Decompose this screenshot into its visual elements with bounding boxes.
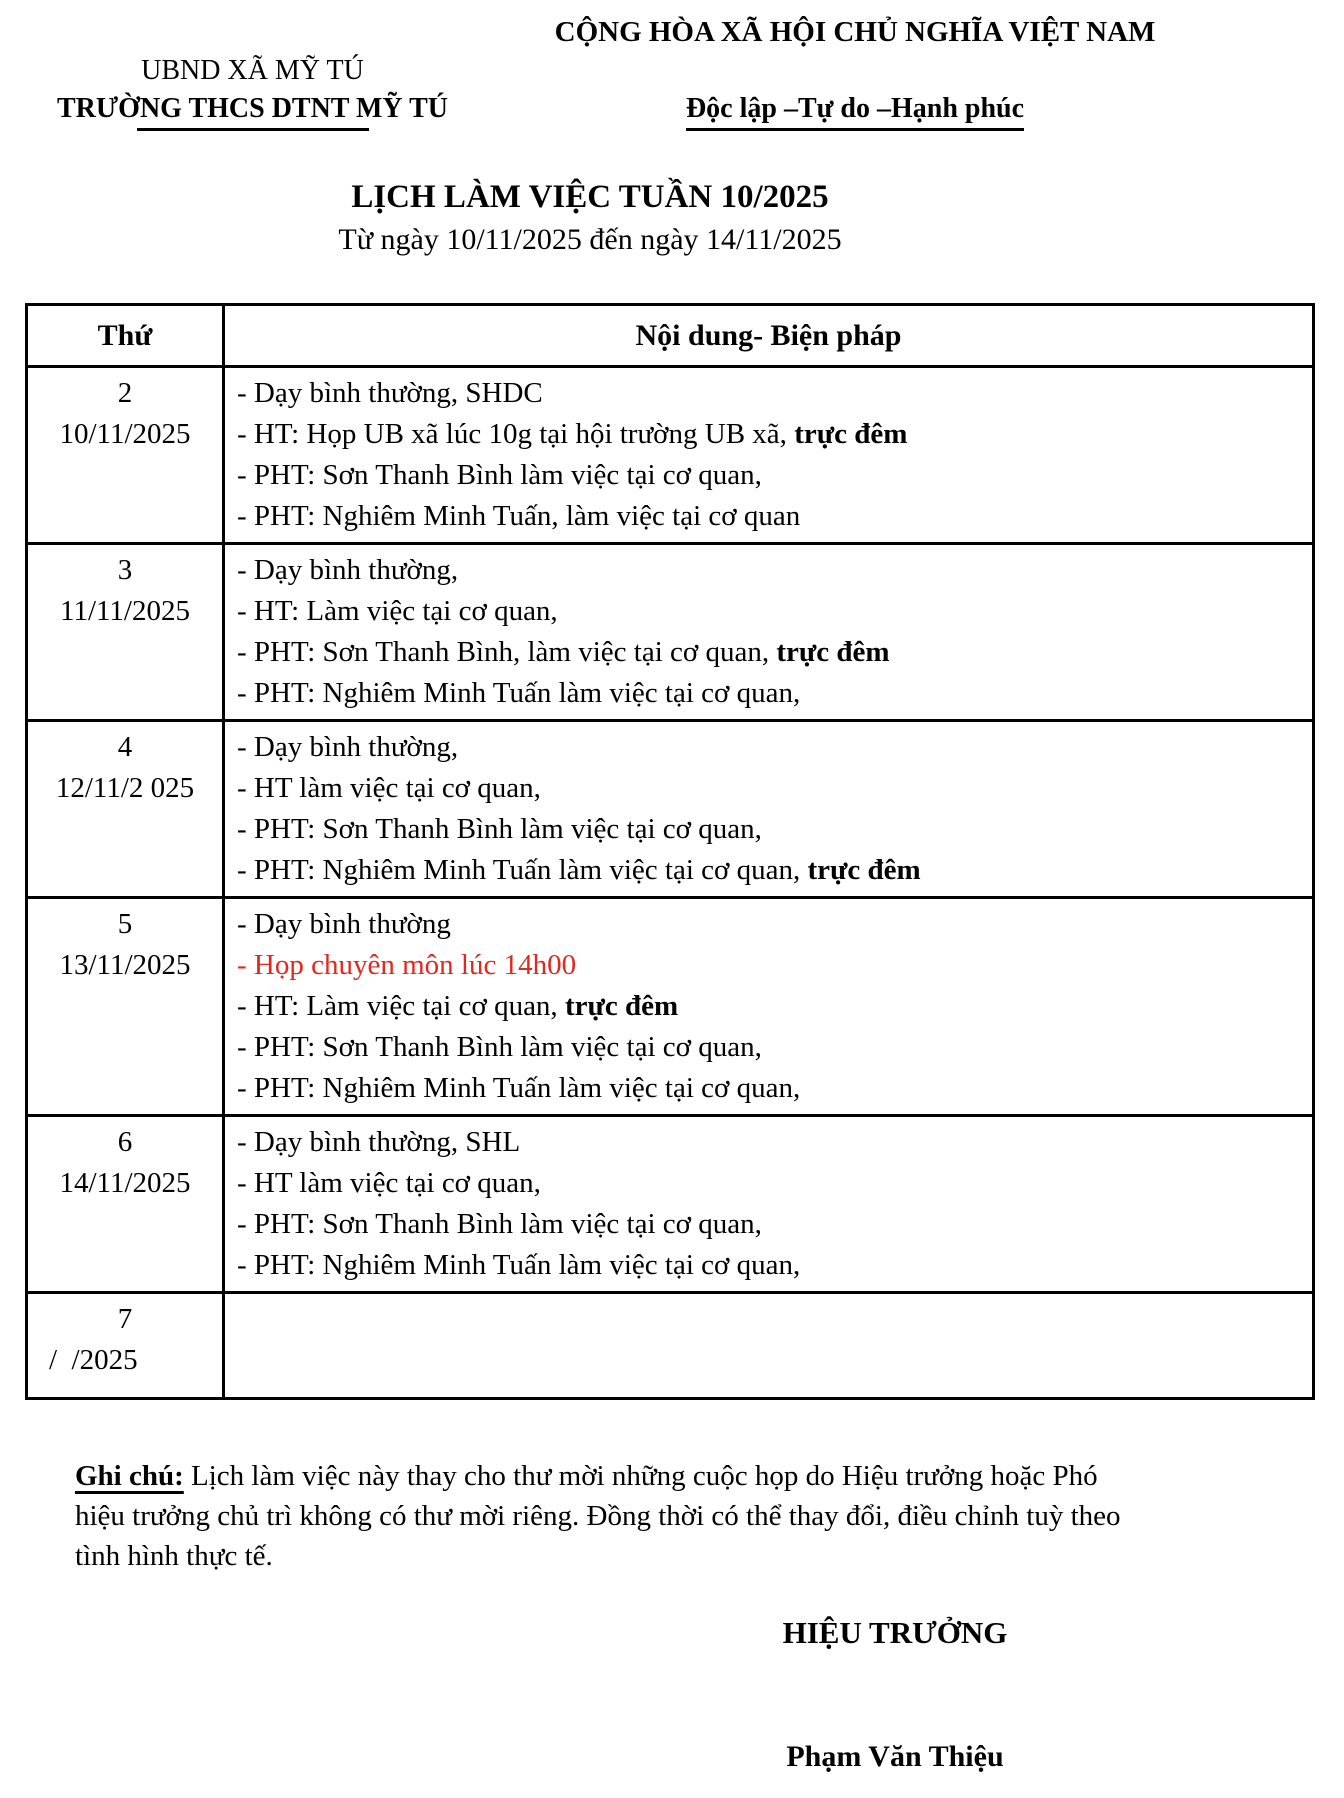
content-line xyxy=(237,768,1304,809)
plain-text: - PHT: Nghiêm Minh Tuấn làm việc tại cơ quan, xyxy=(237,1072,801,1104)
plain-text: - Dạy bình thường, xyxy=(237,554,459,586)
plain-text: - PHT: Nghiêm Minh Tuấn làm việc tại cơ quan, xyxy=(237,677,801,709)
schedule-table xyxy=(25,303,1315,1400)
plain-text: - Dạy bình thường, xyxy=(237,731,459,763)
signer-role: HIỆU TRƯỞNG xyxy=(782,1615,1008,1650)
day-cell xyxy=(27,721,224,898)
content-cell xyxy=(224,1293,1314,1399)
table-row xyxy=(27,1293,1314,1399)
plain-text: - PHT: Sơn Thanh Bình làm việc tại cơ quan, xyxy=(237,459,762,491)
school-name: TRƯỜNG THCS DTNT MỸ TÚ xyxy=(56,93,449,124)
note-label: Ghi chú: xyxy=(75,1460,184,1492)
plain-text: - HT: Làm việc tại cơ quan, xyxy=(237,595,558,627)
page-title: LỊCH LÀM VIỆC TUẦN 10/2025 xyxy=(351,179,829,215)
content-line xyxy=(237,1245,1304,1286)
signature-block xyxy=(555,1614,1235,1776)
national-header-block xyxy=(505,14,1205,131)
highlight-red-text: - Họp chuyên môn lúc 14h00 xyxy=(237,949,577,981)
day-number: 7 xyxy=(117,1303,133,1335)
content-line xyxy=(237,1027,1304,1068)
day-number: 2 xyxy=(117,377,133,409)
note-paragraph xyxy=(75,1456,1135,1576)
content-line xyxy=(237,673,1304,714)
day-cell xyxy=(27,898,224,1116)
content-line xyxy=(237,1163,1304,1204)
content-line xyxy=(237,414,1304,455)
day-date: 13/11/2025 xyxy=(59,949,191,981)
plain-text: - Dạy bình thường, SHDC xyxy=(237,377,543,409)
content-line xyxy=(237,986,1304,1027)
table-row xyxy=(27,721,1314,898)
day-date: 14/11/2025 xyxy=(59,1167,191,1199)
content-cell xyxy=(224,544,1314,721)
plain-text: - Dạy bình thường, SHL xyxy=(237,1126,521,1158)
content-line xyxy=(237,550,1304,591)
document-header xyxy=(0,14,1344,131)
table-row xyxy=(27,898,1314,1116)
plain-text: - PHT: Nghiêm Minh Tuấn, làm việc tại cơ quan xyxy=(237,500,801,532)
content-line xyxy=(237,1068,1304,1109)
table-row xyxy=(27,1116,1314,1293)
plain-text: - PHT: Sơn Thanh Bình làm việc tại cơ quan, xyxy=(237,1031,762,1063)
plain-text: - HT: Làm việc tại cơ quan, xyxy=(237,990,565,1022)
plain-text: - HT làm việc tại cơ quan, xyxy=(237,772,541,804)
content-cell xyxy=(224,898,1314,1116)
content-line xyxy=(237,727,1304,768)
bold-text: trực đêm xyxy=(564,990,679,1022)
note-text: Lịch làm việc này thay cho thư mời những cuộc họp do Hiệu trưởng hoặc Phó hiệu trưởng chủ trì không có thư mời riêng. Đồng thời có thể thay đổi, điều chỉnh tuỳ theo tình hình thực tế. xyxy=(75,1460,1121,1572)
content-line xyxy=(237,1122,1304,1163)
title-block xyxy=(0,177,1180,259)
plain-text: - HT: Họp UB xã lúc 10g tại hội trường UB xã, xyxy=(237,418,795,450)
day-cell xyxy=(27,367,224,544)
content-cell xyxy=(224,1116,1314,1293)
content-cell xyxy=(224,367,1314,544)
schedule-table-body xyxy=(27,367,1314,1399)
day-date: 11/11/2025 xyxy=(60,595,190,627)
content-line xyxy=(237,591,1304,632)
parent-org-name: UBND XÃ MỸ TÚ xyxy=(141,55,364,86)
content-cell xyxy=(224,721,1314,898)
table-row xyxy=(27,367,1314,544)
content-line xyxy=(237,632,1304,673)
content-line xyxy=(237,455,1304,496)
school-name-underline xyxy=(137,128,369,131)
day-number: 3 xyxy=(117,554,133,586)
bold-text: trực đêm xyxy=(776,636,890,668)
content-line xyxy=(237,809,1304,850)
schedule-table-head xyxy=(27,305,1314,367)
plain-text: - HT làm việc tại cơ quan, xyxy=(237,1167,541,1199)
content-line xyxy=(237,1204,1304,1245)
bold-text: trực đêm xyxy=(807,854,921,886)
column-header-content: Nội dung- Biện pháp xyxy=(224,305,1314,367)
national-motto-line2: Độc lập –Tự do –Hạnh phúc xyxy=(686,92,1024,131)
plain-text: - PHT: Nghiêm Minh Tuấn làm việc tại cơ quan, xyxy=(237,1249,801,1281)
signer-name: Phạm Văn Thiệu xyxy=(786,1740,1004,1773)
plain-text: - PHT: Nghiêm Minh Tuấn làm việc tại cơ quan, xyxy=(237,854,808,886)
plain-text: - PHT: Sơn Thanh Bình làm việc tại cơ quan, xyxy=(237,813,762,845)
table-row xyxy=(27,544,1314,721)
day-cell xyxy=(27,1293,224,1399)
national-motto-line1: CỘNG HÒA XÃ HỘI CHỦ NGHĨA VIỆT NAM xyxy=(554,16,1156,48)
plain-text: - PHT: Sơn Thanh Bình, làm việc tại cơ quan, xyxy=(237,636,777,668)
plain-text: - Dạy bình thường xyxy=(237,908,451,940)
content-line xyxy=(237,904,1304,945)
bold-text: trực đêm xyxy=(794,418,908,450)
day-number: 5 xyxy=(117,908,133,940)
content-line xyxy=(237,496,1304,537)
day-cell xyxy=(27,544,224,721)
day-cell xyxy=(27,1116,224,1293)
content-line xyxy=(237,945,1304,986)
day-number: 6 xyxy=(117,1126,133,1158)
day-number: 4 xyxy=(117,731,133,763)
day-date: 12/11/2 025 xyxy=(55,772,195,804)
content-line xyxy=(237,850,1304,891)
issuing-org-block xyxy=(0,14,505,131)
page-subtitle: Từ ngày 10/11/2025 đến ngày 14/11/2025 xyxy=(338,223,842,256)
header-row xyxy=(27,305,1314,367)
day-date: / /2025 xyxy=(49,1344,138,1376)
content-line xyxy=(237,373,1304,414)
day-date: 10/11/2025 xyxy=(59,418,191,450)
plain-text: - PHT: Sơn Thanh Bình làm việc tại cơ quan, xyxy=(237,1208,762,1240)
column-header-day: Thứ xyxy=(27,305,224,367)
